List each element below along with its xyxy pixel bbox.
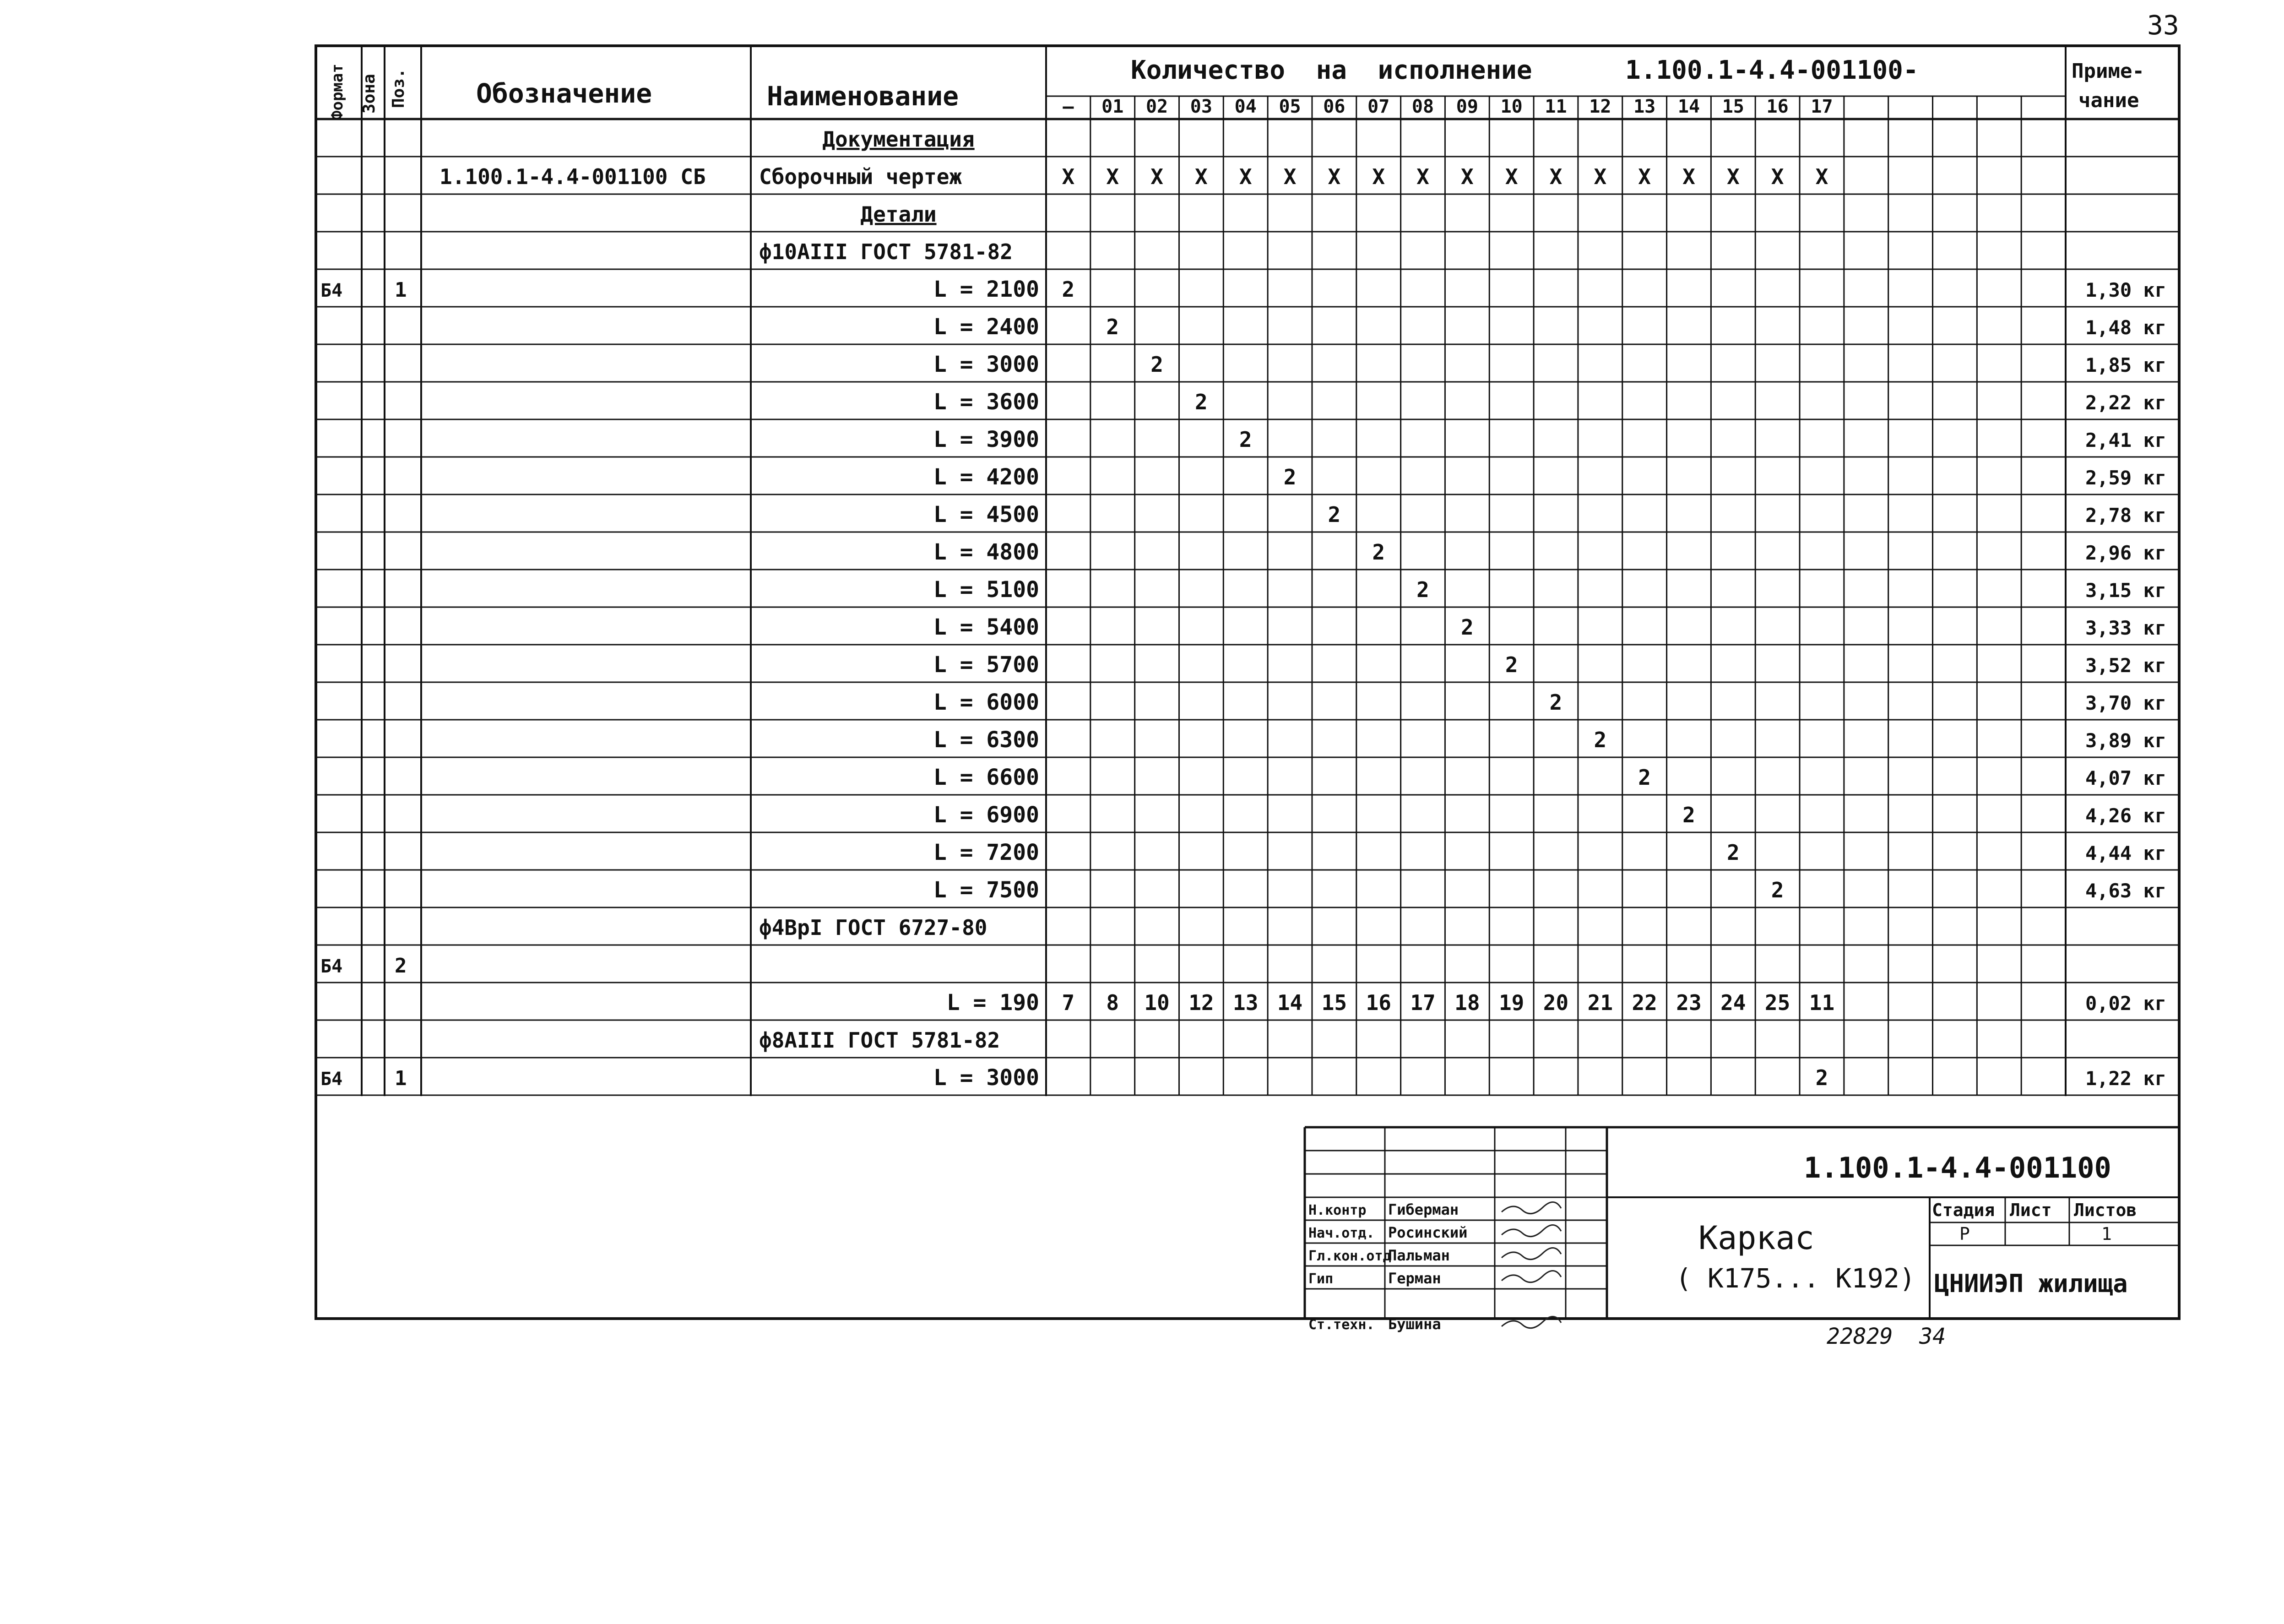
cell-qty: 24: [1720, 990, 1746, 1015]
cell-length: L = 2400: [933, 314, 1039, 340]
doc-title-line1: Каркас: [1698, 1219, 1814, 1257]
header-designation: Обозначение: [476, 78, 652, 109]
cell-length: L = 2100: [933, 277, 1039, 302]
cell-qty: X: [1150, 164, 1163, 189]
table-row: [320, 954, 407, 978]
variant-header-row: [1063, 96, 1833, 117]
table-row: [947, 990, 2166, 1016]
cell-qty: 2: [1150, 352, 1163, 377]
variant-header-09: 09: [1456, 96, 1478, 117]
table-row: [933, 802, 2166, 828]
table-row: [759, 915, 987, 940]
cell-note: 1,22 кг: [2085, 1067, 2166, 1090]
cell-qty: 11: [1809, 990, 1835, 1015]
table-row: [320, 1065, 2166, 1091]
cell-qty: 16: [1366, 990, 1391, 1015]
cell-qty: 2: [1239, 427, 1252, 452]
table-row: [933, 690, 2166, 715]
signature-role: Гип: [1308, 1271, 1334, 1287]
cell-name: Сборочный чертеж: [759, 164, 962, 189]
cell-length: L = 4800: [933, 539, 1039, 565]
cell-length: L = 4200: [933, 464, 1039, 490]
cell-qty: 2: [1505, 652, 1518, 677]
cell-note: 2,78 кг: [2085, 504, 2166, 527]
signature-name: Гиберман: [1388, 1201, 1459, 1218]
cell-qty: X: [1106, 164, 1119, 189]
variant-header-14: 14: [1677, 96, 1700, 117]
cell-note: 3,15 кг: [2085, 579, 2166, 602]
signature-name: Росинский: [1388, 1224, 1468, 1241]
table-row: [933, 840, 2166, 865]
cell-qty: X: [1638, 164, 1651, 189]
cell-note: 2,59 кг: [2085, 467, 2166, 489]
cell-qty: 2: [1416, 577, 1429, 602]
cell-qty: 13: [1233, 990, 1259, 1015]
signature-role: Гл.кон.отд: [1308, 1248, 1391, 1264]
cell-qty: X: [1195, 164, 1208, 189]
table-row: [933, 464, 2166, 490]
cell-qty: 14: [1277, 990, 1303, 1015]
cell-name: ф4ВрI ГОСТ 6727-80: [759, 915, 987, 940]
signature-role: Н.контр: [1308, 1202, 1367, 1218]
cell-qty: X: [1460, 164, 1474, 189]
title-block: [1305, 1127, 2179, 1333]
cell-qty: 2: [1815, 1065, 1828, 1090]
doc-number: 1.100.1-4.4-001100: [1804, 1151, 2111, 1184]
variant-header-04: 04: [1234, 96, 1257, 117]
cell-pos: 2: [395, 954, 407, 978]
cell-qty: 17: [1410, 990, 1436, 1015]
cell-qty: X: [1771, 164, 1784, 189]
cell-note: 4,26 кг: [2085, 804, 2166, 827]
cell-length: L = 6300: [933, 727, 1039, 753]
cell-qty: X: [1062, 164, 1075, 189]
cell-qty: 2: [1195, 390, 1208, 414]
cell-note: 3,70 кг: [2085, 692, 2166, 714]
cell-note: 4,07 кг: [2085, 767, 2166, 789]
cell-length: L = 5400: [933, 614, 1039, 640]
cell-note: 3,89 кг: [2085, 729, 2166, 752]
table-row: [933, 352, 2166, 377]
bottom-code: 22829 34: [1827, 1324, 1946, 1349]
cell-qty: 23: [1676, 990, 1702, 1015]
cell-qty: 2: [1682, 803, 1695, 827]
table-row: [933, 877, 2166, 903]
cell-qty: X: [1505, 164, 1518, 189]
cell-qty: X: [1372, 164, 1385, 189]
cell-name: ф8АIII ГОСТ 5781-82: [759, 1028, 1000, 1053]
variant-header-13: 13: [1633, 96, 1656, 117]
table-row: [439, 164, 1828, 189]
cell-qty: 2: [1372, 540, 1385, 565]
variant-header-03: 03: [1190, 96, 1212, 117]
table-row: [933, 539, 2166, 565]
header-pos: Поз.: [389, 68, 408, 108]
cell-qty: X: [1416, 164, 1429, 189]
cell-note: 1,30 кг: [2085, 279, 2166, 301]
cell-length: L = 4500: [933, 502, 1039, 527]
table-row: [933, 614, 2166, 640]
cell-qty: 2: [1638, 765, 1651, 790]
cell-qty: 2: [1062, 277, 1075, 302]
cell-note: 0,02 кг: [2085, 992, 2166, 1015]
cell-qty: 25: [1764, 990, 1790, 1015]
table-row: [933, 652, 2166, 678]
variant-header-08: 08: [1411, 96, 1434, 117]
header-quantity: Количество на исполнение: [1131, 55, 1532, 85]
cell-length: L = 3900: [933, 427, 1039, 452]
cell-length: L = 3600: [933, 389, 1039, 415]
variant-header-05: 05: [1279, 96, 1301, 117]
cell-qty: 2: [1771, 878, 1784, 902]
cell-format: Б4: [320, 280, 343, 301]
table-row: [759, 1028, 1000, 1053]
cell-note: 4,44 кг: [2085, 842, 2166, 864]
cell-qty: 15: [1321, 990, 1347, 1015]
cell-qty: X: [1283, 164, 1297, 189]
variant-header-10: 10: [1500, 96, 1523, 117]
variant-header-17: 17: [1811, 96, 1833, 117]
header-name: Наименование: [767, 81, 959, 112]
variant-header-01: 01: [1101, 96, 1124, 117]
header-note-line1: Приме-: [2072, 60, 2144, 83]
signature-role: Ст.техн.: [1308, 1317, 1375, 1333]
cell-qty: 2: [1328, 502, 1341, 527]
cell-pos: 1: [395, 1067, 407, 1090]
signature-name: Пальман: [1388, 1247, 1450, 1264]
table-row: [822, 127, 974, 152]
cell-pos: 1: [395, 278, 407, 302]
cell-qty: 22: [1632, 990, 1657, 1015]
cell-note: 2,41 кг: [2085, 429, 2166, 451]
table-row: [933, 502, 2166, 527]
stage-value: Р: [1959, 1224, 1970, 1244]
cell-note: 3,33 кг: [2085, 617, 2166, 639]
cell-note: 4,63 кг: [2085, 880, 2166, 902]
table-row: [933, 577, 2166, 603]
cell-length: L = 7200: [933, 840, 1039, 865]
cell-qty: 18: [1454, 990, 1480, 1015]
header-note-line2: чание: [2078, 89, 2139, 112]
variant-header-02: 02: [1145, 96, 1168, 117]
cell-qty: 19: [1498, 990, 1524, 1015]
cell-note: 3,52 кг: [2085, 654, 2166, 677]
table-row: [320, 277, 2166, 302]
cell-qty: X: [1239, 164, 1252, 189]
cell-note: 2,22 кг: [2085, 391, 2166, 414]
organization: ЦНИИЭП жилища: [1934, 1269, 2128, 1298]
cell-length: L = 190: [946, 990, 1039, 1016]
cell-length: L = 3000: [933, 352, 1039, 377]
table-row: [933, 727, 2166, 753]
cell-section-title: Детали: [860, 202, 937, 227]
sheets-value: 1: [2101, 1224, 2112, 1244]
sheets-label: Листов: [2074, 1200, 2137, 1220]
cell-length: L = 5700: [933, 652, 1039, 678]
handwritten-signature: [1502, 1202, 1561, 1213]
table-row: [933, 427, 2166, 452]
variant-header-06: 06: [1323, 96, 1345, 117]
cell-note: 2,96 кг: [2085, 542, 2166, 564]
cell-qty: 8: [1106, 990, 1119, 1015]
doc-title-line2: ( К175... К192): [1676, 1263, 1915, 1294]
cell-qty: 2: [1726, 840, 1740, 865]
cell-qty: 2: [1460, 615, 1474, 640]
cell-qty: 20: [1543, 990, 1569, 1015]
cell-qty: X: [1549, 164, 1562, 189]
table-row: [933, 765, 2166, 790]
cell-length: L = 7500: [933, 877, 1039, 903]
cell-designation: 1.100.1-4.4-001100 СБ: [439, 164, 706, 189]
cell-qty: 2: [1106, 315, 1119, 339]
cell-qty: X: [1682, 164, 1695, 189]
cell-note: 1,85 кг: [2085, 354, 2166, 376]
table-row: [933, 389, 2166, 415]
table-body: [320, 127, 2166, 1091]
sheet-number: 33: [2147, 10, 2179, 41]
table-row: [933, 314, 2166, 340]
stage-label: Стадия: [1932, 1200, 1995, 1220]
cell-qty: X: [1815, 164, 1828, 189]
variant-header-15: 15: [1722, 96, 1744, 117]
cell-qty: 12: [1188, 990, 1214, 1015]
cell-note: 1,48 кг: [2085, 316, 2166, 339]
header-variant-base: 1.100.1-4.4-001100-: [1625, 55, 1919, 85]
signature-name: Герман: [1388, 1270, 1441, 1287]
sheet-label: Лист: [2010, 1200, 2052, 1220]
cell-qty: 7: [1062, 990, 1075, 1015]
table-row: [759, 239, 1013, 264]
cell-qty: 2: [1283, 465, 1297, 489]
cell-length: L = 6600: [933, 765, 1039, 790]
variant-header-12: 12: [1589, 96, 1611, 117]
handwritten-signature: [1502, 1248, 1561, 1259]
cell-qty: X: [1594, 164, 1607, 189]
header-zone: Зона: [360, 74, 379, 114]
variant-header-11: 11: [1545, 96, 1567, 117]
signature-role: Нач.отд.: [1308, 1225, 1375, 1241]
cell-qty: 21: [1587, 990, 1613, 1015]
cell-length: L = 6000: [933, 690, 1039, 715]
variant-header-base: —: [1063, 96, 1074, 117]
cell-format: Б4: [320, 1069, 343, 1090]
cell-section-title: Документация: [822, 127, 975, 152]
cell-length: L = 5100: [933, 577, 1039, 603]
cell-qty: 10: [1144, 990, 1170, 1015]
cell-qty: 2: [1594, 728, 1607, 752]
variant-header-07: 07: [1367, 96, 1390, 117]
cell-qty: 2: [1549, 690, 1562, 715]
cell-qty: X: [1726, 164, 1740, 189]
handwritten-signature: [1502, 1271, 1561, 1282]
variant-header-16: 16: [1766, 96, 1789, 117]
table-row: [860, 202, 936, 227]
header-format: Формат: [328, 64, 347, 120]
cell-format: Б4: [320, 956, 343, 977]
cell-length: L = 6900: [933, 802, 1039, 828]
cell-length: L = 3000: [933, 1065, 1039, 1091]
signature-name: Бушина: [1388, 1315, 1441, 1333]
cell-qty: X: [1328, 164, 1341, 189]
handwritten-signature: [1502, 1225, 1561, 1236]
cell-name: ф10АIII ГОСТ 5781-82: [759, 239, 1013, 264]
